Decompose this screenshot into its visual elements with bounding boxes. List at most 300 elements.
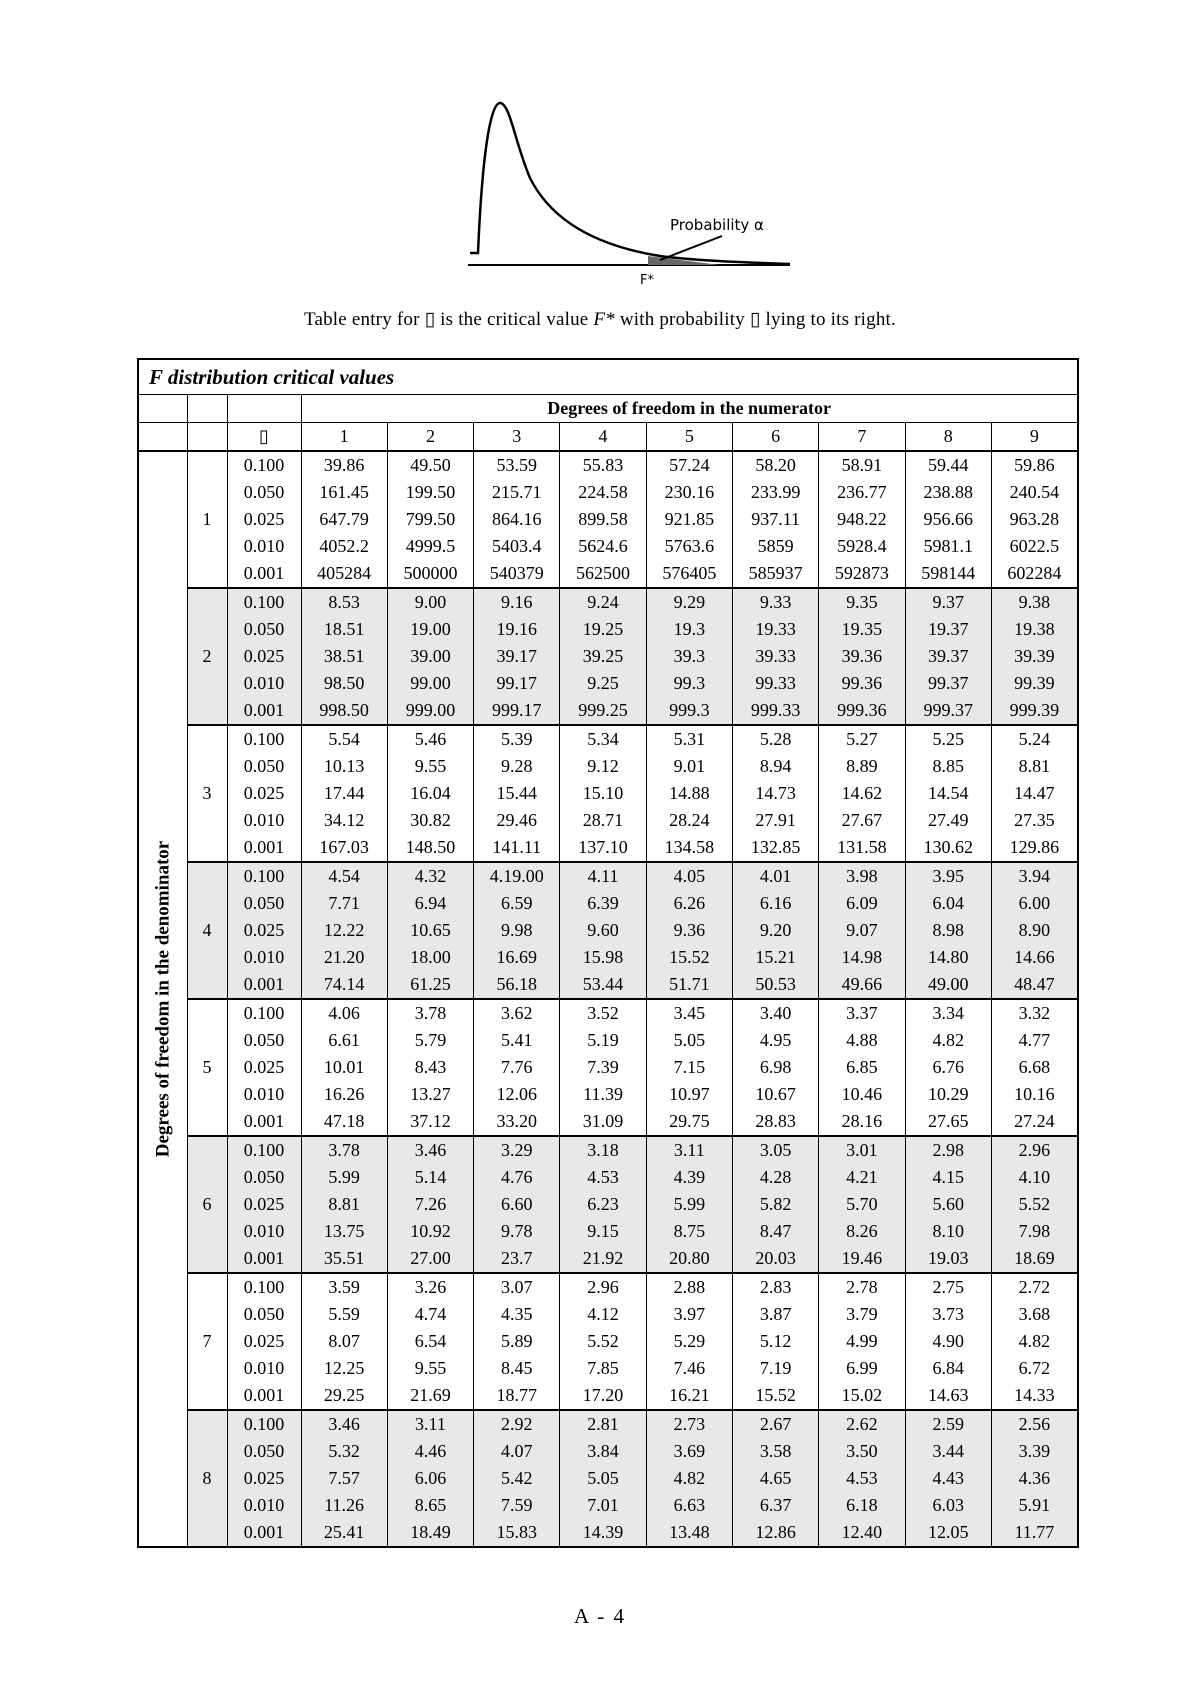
critical-value-cell: 9.28 [474,753,560,780]
critical-value-cell: 39.37 [905,643,991,670]
critical-value-cell: 8.90 [991,917,1077,944]
critical-value-cell: 5.99 [301,1164,387,1191]
alpha-value: 0.001 [227,697,301,725]
critical-value-cell: 18.69 [991,1245,1077,1273]
critical-value-cell: 18.00 [387,944,473,971]
critical-value-cell: 14.47 [991,780,1077,807]
critical-value-cell: 99.33 [732,670,818,697]
missing-glyph: ▯ [749,309,761,330]
critical-value-cell: 19.38 [991,616,1077,643]
table-row [138,1519,1078,1547]
denominator-df-2: 2 [187,588,227,725]
critical-value-cell: 4.01 [732,862,818,890]
column-header-8: 8 [905,423,991,452]
critical-value-cell: 3.69 [646,1438,732,1465]
critical-value-cell: 161.45 [301,479,387,506]
denominator-df-6: 6 [187,1136,227,1273]
alpha-value: 0.100 [227,725,301,753]
caption-part-3: with probability [614,309,750,330]
critical-value-cell: 5.27 [819,725,905,753]
table-row [138,780,1078,807]
critical-value-cell: 6.54 [387,1328,473,1355]
critical-value-cell: 6.59 [474,890,560,917]
critical-value-cell: 61.25 [387,971,473,999]
critical-value-cell: 6.18 [819,1492,905,1519]
critical-value-cell: 6.26 [646,890,732,917]
critical-value-cell: 12.06 [474,1081,560,1108]
critical-value-cell: 6.76 [905,1054,991,1081]
critical-value-cell: 15.44 [474,780,560,807]
critical-value-cell: 999.17 [474,697,560,725]
critical-value-cell: 21.92 [560,1245,646,1273]
critical-value-cell: 10.65 [387,917,473,944]
critical-value-cell: 540379 [474,560,560,588]
critical-value-cell: 3.34 [905,999,991,1027]
alpha-value: 0.010 [227,1355,301,1382]
critical-value-cell: 10.13 [301,753,387,780]
critical-value-cell: 5.60 [905,1191,991,1218]
critical-value-cell: 3.46 [301,1410,387,1438]
critical-value-cell: 39.17 [474,643,560,670]
critical-value-cell: 9.36 [646,917,732,944]
critical-value-cell: 31.09 [560,1108,646,1136]
table-row [138,643,1078,670]
critical-value-cell: 3.52 [560,999,646,1027]
critical-value-cell: 19.33 [732,616,818,643]
critical-value-cell: 6.61 [301,1027,387,1054]
critical-value-cell: 2.75 [905,1273,991,1301]
critical-value-cell: 921.85 [646,506,732,533]
critical-value-cell: 7.26 [387,1191,473,1218]
critical-value-cell: 8.10 [905,1218,991,1245]
critical-value-cell: 8.89 [819,753,905,780]
table-row [138,834,1078,862]
critical-value-cell: 39.3 [646,643,732,670]
alpha-value: 0.100 [227,588,301,616]
critical-value-cell: 2.73 [646,1410,732,1438]
critical-value-cell: 4.36 [991,1465,1077,1492]
critical-value-cell: 99.37 [905,670,991,697]
critical-value-cell: 13.27 [387,1081,473,1108]
critical-value-cell: 963.28 [991,506,1077,533]
critical-value-cell: 5.52 [991,1191,1077,1218]
critical-value-cell: 47.18 [301,1108,387,1136]
critical-value-cell: 19.35 [819,616,905,643]
alpha-value: 0.010 [227,670,301,697]
critical-value-cell: 4.39 [646,1164,732,1191]
critical-value-cell: 51.71 [646,971,732,999]
numerator-header: Degrees of freedom in the numerator [301,395,1078,423]
critical-value-cell: 58.20 [732,451,818,479]
table-row [138,697,1078,725]
critical-value-cell: 14.62 [819,780,905,807]
critical-value-cell: 5.34 [560,725,646,753]
denominator-axis-cell [138,451,187,1547]
critical-value-cell: 576405 [646,560,732,588]
critical-value-cell: 4.43 [905,1465,991,1492]
critical-value-cell: 34.12 [301,807,387,834]
table-caption [0,308,1200,331]
critical-value-cell: 27.24 [991,1108,1077,1136]
alpha-value: 0.100 [227,1273,301,1301]
alpha-value: 0.050 [227,890,301,917]
critical-value-cell: 59.86 [991,451,1077,479]
critical-value-cell: 4.74 [387,1301,473,1328]
critical-value-cell: 7.85 [560,1355,646,1382]
critical-value-cell: 3.68 [991,1301,1077,1328]
critical-value-cell: 5.91 [991,1492,1077,1519]
alpha-value: 0.001 [227,834,301,862]
alpha-value: 0.025 [227,643,301,670]
column-header-3: 3 [474,423,560,452]
critical-value-cell: 49.00 [905,971,991,999]
critical-value-cell: 3.97 [646,1301,732,1328]
critical-value-cell: 9.60 [560,917,646,944]
critical-value-cell: 5859 [732,533,818,560]
critical-value-cell: 15.10 [560,780,646,807]
critical-value-cell: 999.36 [819,697,905,725]
critical-value-cell: 99.36 [819,670,905,697]
critical-value-cell: 8.43 [387,1054,473,1081]
critical-value-cell: 899.58 [560,506,646,533]
table-row [138,1382,1078,1410]
critical-value-cell: 8.98 [905,917,991,944]
critical-value-cell: 48.47 [991,971,1077,999]
alpha-header: ▯ [227,423,301,452]
critical-value-cell: 18.51 [301,616,387,643]
critical-value-cell: 3.29 [474,1136,560,1164]
critical-value-cell: 6.98 [732,1054,818,1081]
denominator-df-1: 1 [187,451,227,588]
table-row [138,670,1078,697]
critical-value-cell: 9.16 [474,588,560,616]
alpha-value: 0.010 [227,807,301,834]
critical-value-cell: 5.79 [387,1027,473,1054]
critical-value-cell: 19.25 [560,616,646,643]
critical-value-cell: 49.50 [387,451,473,479]
critical-value-cell: 16.69 [474,944,560,971]
table-row [138,725,1078,753]
critical-value-cell: 167.03 [301,834,387,862]
table-row [138,479,1078,506]
critical-value-cell: 10.46 [819,1081,905,1108]
critical-value-cell: 131.58 [819,834,905,862]
table-row [138,616,1078,643]
critical-value-cell: 11.39 [560,1081,646,1108]
critical-value-cell: 937.11 [732,506,818,533]
critical-value-cell: 3.95 [905,862,991,890]
table-row [138,560,1078,588]
critical-value-cell: 240.54 [991,479,1077,506]
critical-value-cell: 999.39 [991,697,1077,725]
alpha-value: 0.100 [227,862,301,890]
critical-value-cell: 3.84 [560,1438,646,1465]
critical-value-cell: 5763.6 [646,533,732,560]
critical-value-cell: 12.40 [819,1519,905,1547]
critical-value-cell: 5928.4 [819,533,905,560]
critical-value-cell: 15.02 [819,1382,905,1410]
critical-value-cell: 647.79 [301,506,387,533]
critical-value-cell: 6.09 [819,890,905,917]
critical-value-cell: 14.98 [819,944,905,971]
critical-value-cell: 2.96 [991,1136,1077,1164]
column-header-9: 9 [991,423,1077,452]
critical-value-cell: 4.65 [732,1465,818,1492]
critical-value-cell: 28.24 [646,807,732,834]
critical-value-cell: 6.60 [474,1191,560,1218]
critical-value-cell: 10.16 [991,1081,1077,1108]
critical-value-cell: 5.32 [301,1438,387,1465]
table-row [138,1328,1078,1355]
critical-value-cell: 4.28 [732,1164,818,1191]
critical-value-cell: 14.73 [732,780,818,807]
critical-value-cell: 6.06 [387,1465,473,1492]
critical-value-cell: 4.54 [301,862,387,890]
critical-value-cell: 4.82 [991,1328,1077,1355]
table-row [138,807,1078,834]
denominator-df-5: 5 [187,999,227,1136]
table-row [138,1245,1078,1273]
critical-value-cell: 9.29 [646,588,732,616]
critical-value-cell: 2.96 [560,1273,646,1301]
critical-value-cell: 224.58 [560,479,646,506]
critical-value-cell: 5.14 [387,1164,473,1191]
critical-value-cell: 5.54 [301,725,387,753]
critical-value-cell: 15.52 [732,1382,818,1410]
alpha-value: 0.010 [227,944,301,971]
table-row [138,890,1078,917]
critical-value-cell: 3.01 [819,1136,905,1164]
critical-value-cell: 5.39 [474,725,560,753]
critical-value-cell: 4999.5 [387,533,473,560]
alpha-value: 0.001 [227,1519,301,1547]
table-row [138,1355,1078,1382]
critical-value-cell: 99.39 [991,670,1077,697]
critical-value-cell: 9.98 [474,917,560,944]
critical-value-cell: 3.79 [819,1301,905,1328]
critical-value-cell: 6.39 [560,890,646,917]
alpha-value: 0.025 [227,780,301,807]
critical-value-cell: 5.24 [991,725,1077,753]
critical-value-cell: 14.39 [560,1519,646,1547]
alpha-value: 0.100 [227,1410,301,1438]
alpha-value: 0.001 [227,1382,301,1410]
table-row [138,1410,1078,1438]
critical-value-cell: 21.20 [301,944,387,971]
critical-value-cell: 27.00 [387,1245,473,1273]
table-row [138,862,1078,890]
critical-value-cell: 18.77 [474,1382,560,1410]
column-header-row [138,423,1078,452]
critical-value-cell: 15.98 [560,944,646,971]
critical-value-cell: 132.85 [732,834,818,862]
critical-value-cell: 3.05 [732,1136,818,1164]
alpha-value: 0.050 [227,753,301,780]
critical-value-cell: 27.49 [905,807,991,834]
critical-value-cell: 99.3 [646,670,732,697]
f-critical-values-table [137,358,1079,1548]
critical-value-cell: 9.12 [560,753,646,780]
critical-value-cell: 16.21 [646,1382,732,1410]
critical-value-cell: 16.26 [301,1081,387,1108]
critical-value-cell: 15.83 [474,1519,560,1547]
critical-value-cell: 4.76 [474,1164,560,1191]
critical-value-cell: 864.16 [474,506,560,533]
critical-value-cell: 14.66 [991,944,1077,971]
critical-value-cell: 9.15 [560,1218,646,1245]
table-row [138,753,1078,780]
critical-value-cell: 3.37 [819,999,905,1027]
critical-value-cell: 14.33 [991,1382,1077,1410]
table-row [138,1465,1078,1492]
critical-value-cell: 5.99 [646,1191,732,1218]
table-row [138,451,1078,479]
table-row [138,1273,1078,1301]
critical-value-cell: 25.41 [301,1519,387,1547]
critical-value-cell: 5.29 [646,1328,732,1355]
critical-value-cell: 15.52 [646,944,732,971]
critical-value-cell: 999.25 [560,697,646,725]
critical-value-cell: 3.11 [387,1410,473,1438]
critical-value-cell: 8.85 [905,753,991,780]
critical-value-cell: 3.40 [732,999,818,1027]
alpha-value: 0.050 [227,1027,301,1054]
critical-value-cell: 7.57 [301,1465,387,1492]
column-header-6: 6 [732,423,818,452]
critical-value-cell: 59.44 [905,451,991,479]
alpha-value: 0.001 [227,971,301,999]
critical-value-cell: 4052.2 [301,533,387,560]
critical-value-cell: 3.94 [991,862,1077,890]
critical-value-cell: 6.72 [991,1355,1077,1382]
critical-value-cell: 4.82 [905,1027,991,1054]
critical-value-cell: 3.26 [387,1273,473,1301]
alpha-value: 0.010 [227,533,301,560]
critical-value-cell: 3.07 [474,1273,560,1301]
critical-value-cell: 999.00 [387,697,473,725]
critical-value-cell: 15.21 [732,944,818,971]
critical-value-cell: 99.17 [474,670,560,697]
critical-value-cell: 7.15 [646,1054,732,1081]
critical-value-cell: 3.58 [732,1438,818,1465]
critical-value-cell: 7.19 [732,1355,818,1382]
critical-value-cell: 3.98 [819,862,905,890]
critical-value-cell: 7.46 [646,1355,732,1382]
table-row [138,917,1078,944]
critical-value-cell: 8.65 [387,1492,473,1519]
alpha-value: 0.100 [227,999,301,1027]
critical-value-cell: 39.25 [560,643,646,670]
alpha-value: 0.025 [227,1054,301,1081]
critical-value-cell: 4.12 [560,1301,646,1328]
critical-value-cell: 35.51 [301,1245,387,1273]
table-row [138,1492,1078,1519]
critical-value-cell: 5.89 [474,1328,560,1355]
critical-value-cell: 8.81 [301,1191,387,1218]
critical-value-cell: 4.82 [646,1465,732,1492]
critical-value-cell: 28.83 [732,1108,818,1136]
critical-value-cell: 5981.1 [905,533,991,560]
critical-value-cell: 21.69 [387,1382,473,1410]
critical-value-cell: 20.03 [732,1245,818,1273]
critical-value-cell: 4.46 [387,1438,473,1465]
critical-value-cell: 39.86 [301,451,387,479]
critical-value-cell: 3.87 [732,1301,818,1328]
critical-value-cell: 74.14 [301,971,387,999]
critical-value-cell: 4.88 [819,1027,905,1054]
table-row [138,971,1078,999]
critical-value-cell: 14.80 [905,944,991,971]
critical-value-cell: 28.71 [560,807,646,834]
alpha-value: 0.001 [227,560,301,588]
critical-value-cell: 3.62 [474,999,560,1027]
critical-value-cell: 5.46 [387,725,473,753]
pointer-line [660,236,722,260]
critical-value-cell: 233.99 [732,479,818,506]
critical-value-cell: 8.47 [732,1218,818,1245]
empty-header-cell [187,395,227,423]
critical-value-cell: 10.67 [732,1081,818,1108]
critical-value-cell: 2.67 [732,1410,818,1438]
critical-value-cell: 16.04 [387,780,473,807]
table-row [138,533,1078,560]
critical-value-cell: 405284 [301,560,387,588]
critical-value-cell: 29.25 [301,1382,387,1410]
table-row [138,944,1078,971]
critical-value-cell: 999.3 [646,697,732,725]
critical-value-cell: 6022.5 [991,533,1077,560]
critical-value-cell: 7.01 [560,1492,646,1519]
table-title: F distribution critical values [138,359,1078,395]
critical-value-cell: 27.35 [991,807,1077,834]
critical-value-cell: 9.35 [819,588,905,616]
critical-value-cell: 2.62 [819,1410,905,1438]
critical-value-cell: 27.67 [819,807,905,834]
critical-value-cell: 6.99 [819,1355,905,1382]
critical-value-cell: 3.45 [646,999,732,1027]
caption-part-2: is the critical value [435,309,594,330]
alpha-value: 0.010 [227,1492,301,1519]
critical-value-cell: 9.33 [732,588,818,616]
critical-value-cell: 39.00 [387,643,473,670]
critical-value-cell: 8.53 [301,588,387,616]
critical-value-cell: 3.50 [819,1438,905,1465]
critical-value-cell: 14.63 [905,1382,991,1410]
critical-value-cell: 3.78 [387,999,473,1027]
critical-value-cell: 56.18 [474,971,560,999]
critical-value-cell: 4.32 [387,862,473,890]
probability-label: Probability α [670,216,764,234]
critical-value-cell: 2.88 [646,1273,732,1301]
critical-value-cell: 20.80 [646,1245,732,1273]
critical-value-cell: 7.76 [474,1054,560,1081]
table-row [138,1027,1078,1054]
denominator-header: Degrees of freedom in the denominator [152,840,174,1158]
column-header-2: 2 [387,423,473,452]
critical-value-cell: 10.92 [387,1218,473,1245]
critical-value-cell: 8.94 [732,753,818,780]
caption-part-4: lying to its right. [760,309,896,330]
caption-part-1: Table entry for [304,309,425,330]
critical-value-cell: 5.31 [646,725,732,753]
critical-value-cell: 6.03 [905,1492,991,1519]
critical-value-cell: 12.05 [905,1519,991,1547]
critical-value-cell: 230.16 [646,479,732,506]
alpha-value: 0.050 [227,1438,301,1465]
alpha-value: 0.100 [227,1136,301,1164]
missing-glyph: ▯ [424,309,436,330]
alpha-value: 0.025 [227,917,301,944]
